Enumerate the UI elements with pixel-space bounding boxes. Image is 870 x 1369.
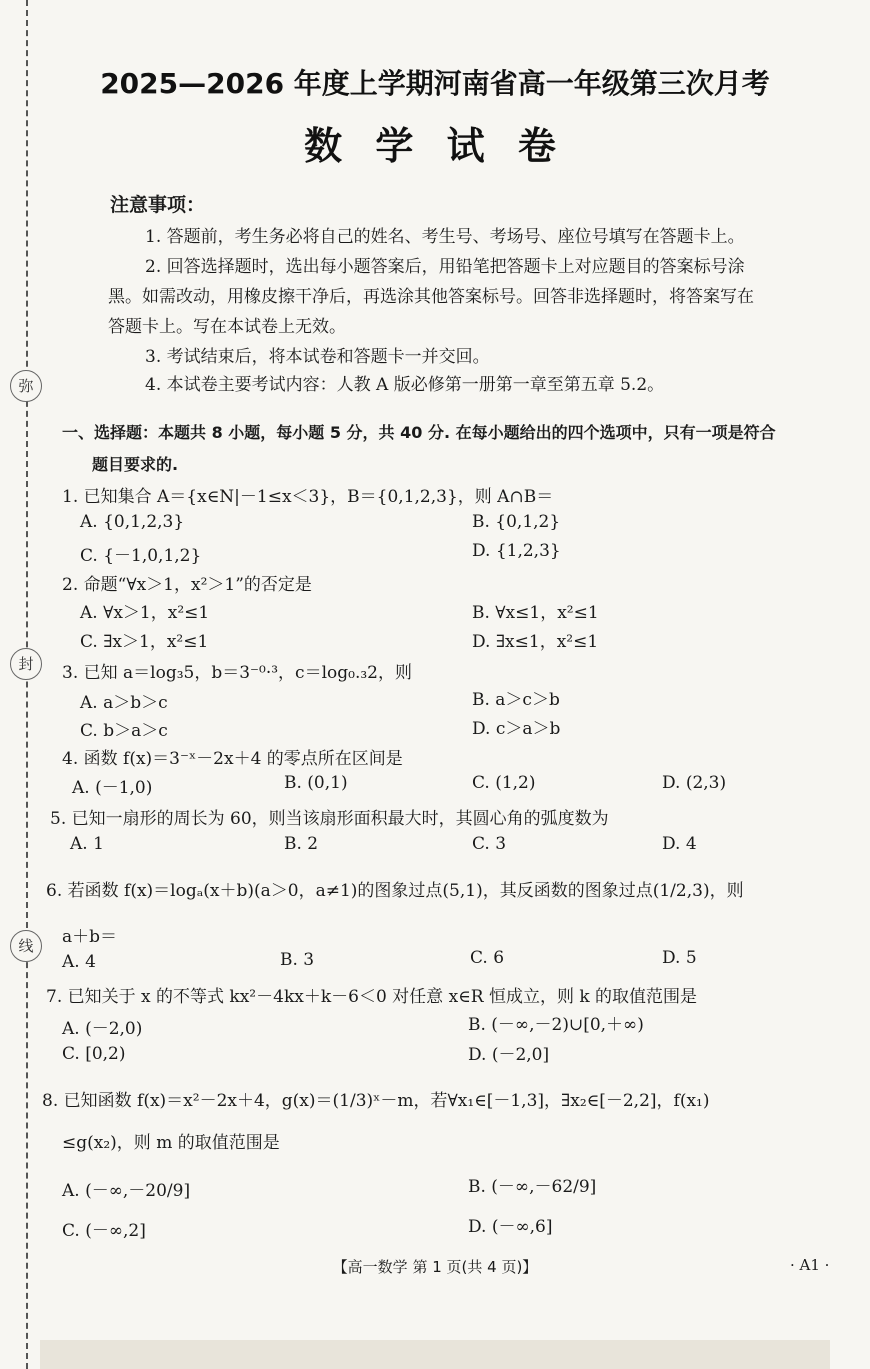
section-title-cont: 题目要求的. (92, 455, 179, 474)
option-c: C. 3 (472, 834, 507, 854)
option-d: D. 4 (662, 834, 697, 854)
question-8: 8. 已知函数 f(x)＝x²－2x＋4，g(x)＝(1/3)ˣ－m，若∀x₁∈[－1,3]，∃x₂∈[－2,2]，f(x₁) (42, 1091, 710, 1111)
option-c: C. 6 (470, 948, 505, 968)
section-title: 一、选择题：本题共 8 小题，每小题 5 分，共 40 分. 在每小题给出的四个选项中，只有一项是符合 (62, 423, 776, 442)
notice-item: 1. 答题前，考生务必将自己的姓名、考生号、考场号、座位号填写在答题卡上。 (145, 227, 745, 247)
page-edge (40, 1340, 830, 1369)
option-c: C. [0,2) (62, 1044, 126, 1064)
page-code: · A1 · (790, 1256, 830, 1274)
option-b: B. {0,1,2} (472, 512, 561, 532)
question-5: 5. 已知一扇形的周长为 60，则当该扇形面积最大时，其圆心角的弧度数为 (50, 809, 609, 829)
exam-title: 2025—2026 年度上学期河南省高一年级第三次月考 (100, 67, 770, 100)
notice-item: 3. 考试结束后，将本试卷和答题卡一并交回。 (145, 347, 490, 367)
option-d: D. (2,3) (662, 773, 727, 793)
option-d: D. (－∞,6] (468, 1217, 553, 1237)
option-c: C. ∃x＞1，x²≤1 (80, 632, 209, 652)
notice-item: 黑。如需改动，用橡皮擦干净后，再选涂其他答案标号。回答非选择题时，将答案写在 (108, 287, 754, 307)
question-1: 1. 已知集合 A＝{x∈N|－1≤x＜3}，B＝{0,1,2,3}，则 A∩B＝ (62, 487, 554, 507)
option-b: B. 3 (280, 950, 315, 970)
binding-line (26, 0, 28, 1369)
option-d: D. c＞a＞b (472, 719, 561, 739)
option-b: B. (0,1) (284, 773, 348, 793)
question-6-cont: a＋b＝ (62, 927, 118, 947)
option-d: D. 5 (662, 948, 697, 968)
option-d: D. {1,2,3} (472, 541, 561, 561)
option-a: A. 1 (70, 834, 104, 854)
question-4: 4. 函数 f(x)＝3⁻ˣ－2x＋4 的零点所在区间是 (62, 749, 403, 769)
option-a: A. {0,1,2,3} (80, 512, 185, 532)
option-a: A. a＞b＞c (80, 693, 168, 713)
option-c: C. (－∞,2] (62, 1221, 146, 1241)
notice-heading: 注意事项： (110, 194, 206, 216)
option-b: B. (－∞,－2)∪[0,＋∞) (468, 1015, 644, 1035)
option-b: B. ∀x≤1，x²≤1 (472, 603, 599, 623)
option-a: A. (－2,0) (62, 1019, 143, 1039)
option-d: D. (－2,0] (468, 1045, 550, 1065)
option-a: A. (－1,0) (72, 778, 153, 798)
question-8-cont: ≤g(x₂)，则 m 的取值范围是 (62, 1133, 280, 1153)
notice-item: 答题卡上。写在本试卷上无效。 (108, 317, 346, 337)
question-6: 6. 若函数 f(x)＝logₐ(x＋b)(a＞0，a≠1)的图象过点(5,1)，其反函数的图象过点(1/2,3)，则 (46, 881, 744, 901)
question-3: 3. 已知 a＝log₃5，b＝3⁻⁰·³，c＝log₀.₃2，则 (62, 663, 412, 683)
option-b: B. a＞c＞b (472, 690, 560, 710)
option-c: C. (1,2) (472, 773, 536, 793)
page-footer: 【高一数学 第 1 页(共 4 页)】 (332, 1258, 538, 1276)
option-b: B. 2 (284, 834, 319, 854)
option-c: C. b＞a＞c (80, 721, 168, 741)
exam-subject: 数 学 试 卷 (304, 124, 566, 168)
option-b: B. (－∞,－62/9] (468, 1177, 597, 1197)
notice-item: 4. 本试卷主要考试内容：人教 A 版必修第一册第一章至第五章 5.2。 (145, 375, 665, 395)
option-d: D. ∃x≤1，x²≤1 (472, 632, 599, 652)
notice-item: 2. 回答选择题时，选出每小题答案后，用铅笔把答题卡上对应题目的答案标号涂 (145, 257, 745, 277)
option-a: A. (－∞,－20/9] (62, 1181, 191, 1201)
binding-mark: 封 (10, 648, 42, 680)
option-a: A. ∀x＞1，x²≤1 (80, 603, 210, 623)
binding-mark: 弥 (10, 370, 42, 402)
question-7: 7. 已知关于 x 的不等式 kx²－4kx＋k－6＜0 对任意 x∈R 恒成立，则 k 的取值范围是 (46, 987, 698, 1007)
binding-mark: 线 (10, 930, 42, 962)
option-a: A. 4 (62, 952, 96, 972)
option-c: C. {－1,0,1,2} (80, 546, 202, 566)
question-2: 2. 命题“∀x＞1，x²＞1”的否定是 (62, 575, 312, 595)
